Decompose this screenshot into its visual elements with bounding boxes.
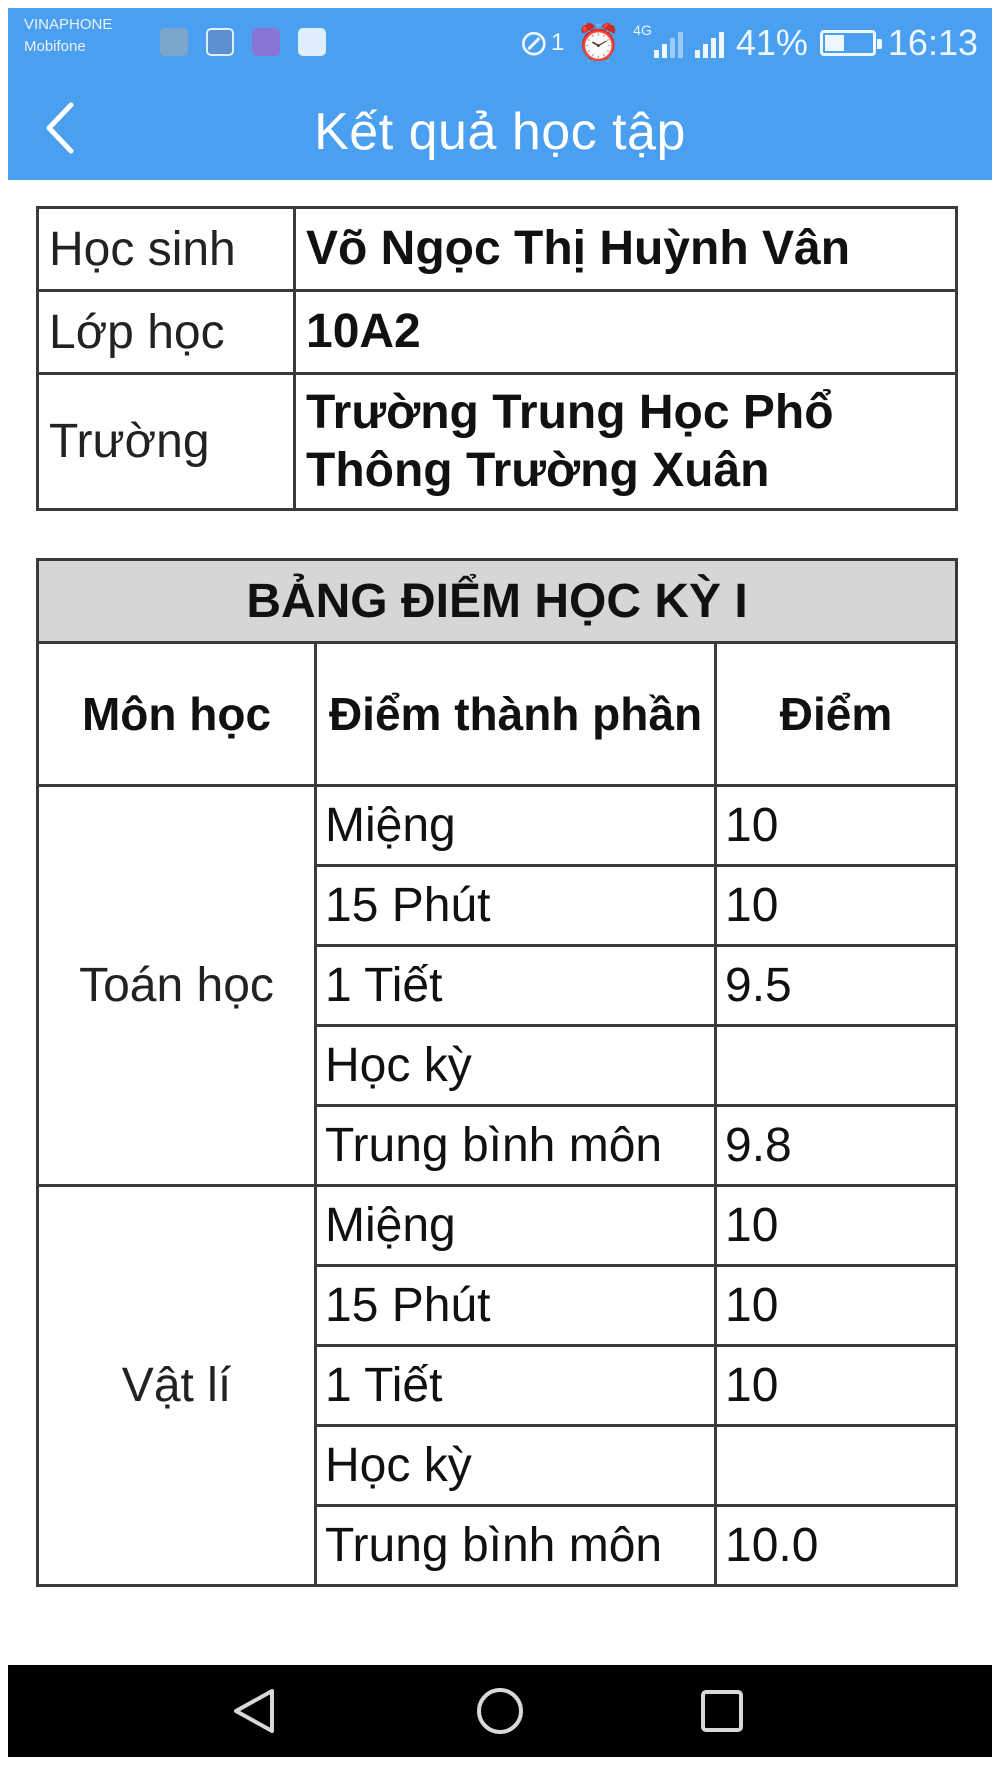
font-app-icon: [206, 28, 234, 56]
signal-icon-1: [654, 28, 683, 58]
info-label: Trường: [38, 374, 295, 510]
component-score: [716, 1026, 957, 1106]
alarm-icon: ⏰: [576, 22, 622, 63]
grade-table-caption: BẢNG ĐIỂM HỌC KỲ I: [38, 560, 957, 643]
component-name: Miệng: [316, 1186, 716, 1266]
carrier-2: Mobifone: [24, 38, 86, 55]
signal-icon-2: [695, 28, 724, 58]
component-name: Trung bình môn: [316, 1106, 716, 1186]
subject-name: Vật lí: [38, 1186, 316, 1586]
nav-recents-button[interactable]: [694, 1683, 750, 1739]
grade-table: [36, 558, 958, 1587]
component-name: Học kỳ: [316, 1426, 716, 1506]
sim-indicator: 1: [550, 29, 565, 56]
component-score: [716, 1426, 957, 1506]
carrier-1: VINAPHONE: [24, 16, 113, 33]
app-notification-icon: [160, 28, 188, 56]
carrier-names: [24, 14, 112, 58]
component-name: 15 Phút: [316, 866, 716, 946]
component-name: 1 Tiết: [316, 1346, 716, 1426]
info-label: Lớp học: [38, 291, 295, 374]
component-score: 9.8: [716, 1106, 957, 1186]
battery-icon: [820, 30, 876, 56]
status-right: [519, 22, 978, 64]
component-name: Miệng: [316, 786, 716, 866]
notification-icons: [160, 28, 326, 56]
message-icon: [298, 28, 326, 56]
component-score: 9.5: [716, 946, 957, 1026]
component-name: Trung bình môn: [316, 1506, 716, 1586]
header-component: Điểm thành phần: [316, 643, 716, 786]
grade-row: [38, 1186, 957, 1266]
header-subject: Môn học: [38, 643, 316, 786]
student-info-row: [38, 208, 957, 291]
info-value: Võ Ngọc Thị Huỳnh Vân: [295, 208, 957, 291]
student-info-table: [36, 206, 958, 511]
circle-home-icon: [475, 1686, 525, 1736]
clock: 16:13: [887, 22, 978, 63]
nav-home-button[interactable]: [472, 1683, 528, 1739]
component-score: 10.0: [716, 1506, 957, 1586]
header-score: Điểm: [716, 643, 957, 786]
phone-screen: [8, 8, 992, 1757]
component-score: 10: [716, 1266, 957, 1346]
viber-icon: [252, 28, 280, 56]
status-bar: [8, 8, 992, 78]
network-type: 4G: [633, 22, 652, 38]
grade-row: [38, 786, 957, 866]
info-value: 10A2: [295, 291, 957, 374]
component-name: 15 Phút: [316, 1266, 716, 1346]
component-name: Học kỳ: [316, 1026, 716, 1106]
battery-fill: [825, 35, 844, 51]
component-score: 10: [716, 866, 957, 946]
info-value: Trường Trung Học Phổ Thông Trường Xuân: [295, 374, 957, 510]
app-bar: [8, 78, 992, 180]
component-score: 10: [716, 786, 957, 866]
student-info-row: [38, 291, 957, 374]
content-area[interactable]: [8, 180, 992, 1627]
subject-name: Toán học: [38, 786, 316, 1186]
component-score: 10: [716, 1346, 957, 1426]
square-recents-icon: [699, 1688, 745, 1734]
page-title: Kết quả học tập: [314, 103, 686, 161]
triangle-back-icon: [232, 1687, 276, 1735]
battery-percent: 41%: [735, 22, 808, 63]
component-score: 10: [716, 1186, 957, 1266]
link-icon: ⊘: [518, 22, 549, 63]
info-label: Học sinh: [38, 208, 295, 291]
navigation-bar: [8, 1665, 992, 1757]
component-name: 1 Tiết: [316, 946, 716, 1026]
student-info-row: [38, 374, 957, 510]
nav-back-button[interactable]: [226, 1683, 282, 1739]
